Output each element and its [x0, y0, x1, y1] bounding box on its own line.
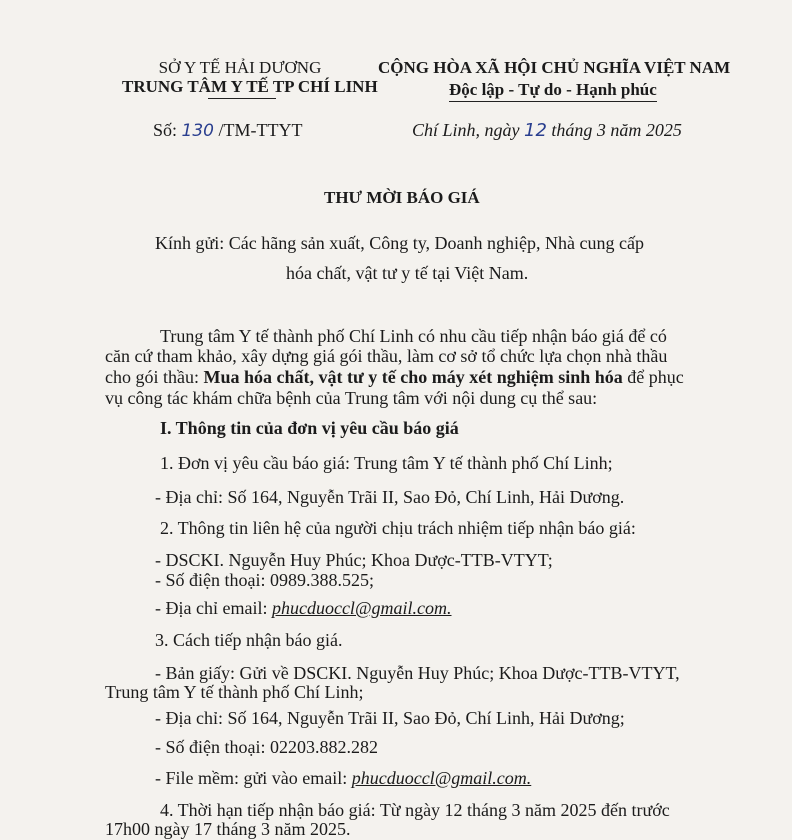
intro-line-3 [105, 366, 684, 388]
intro-line-1: Trung tâm Y tế thành phố Chí Linh có nhu cầu tiếp nhận báo giá để có [160, 326, 667, 346]
recipient-line-2: hóa chất, vật tư y tế tại Việt Nam. [286, 263, 529, 283]
intro-line-3-prefix: cho gói thầu: [105, 367, 204, 387]
paper-line-1: - Bản giấy: Gửi về DSCKI. Nguyễn Huy Phúc; Khoa Dược-TTB-VTYT, [155, 663, 680, 683]
left-header-underline [208, 98, 276, 99]
phone-2: - Số điện thoại: 02203.882.282 [155, 737, 378, 757]
number-suffix: /TM-TTYT [218, 120, 303, 140]
package-name: Mua hóa chất, vật tư y tế cho máy xét nghiệm sinh hóa [203, 367, 623, 387]
recipient-line-1: Kính gửi: Các hãng sản xuất, Công ty, Doanh nghiệp, Nhà cung cấp [155, 233, 644, 253]
number-prefix: Số: [153, 120, 178, 140]
date-prefix: Chí Linh, ngày [412, 120, 520, 140]
center-name: TRUNG TÂM Y TẾ TP CHÍ LINH [122, 77, 378, 96]
address-1: - Địa chỉ: Số 164, Nguyễn Trãi II, Sao Đỏ, Chí Linh, Hải Dương. [155, 487, 625, 507]
handwritten-number: 130 [181, 121, 214, 141]
document-number [153, 120, 302, 141]
department-name: SỞ Y TẾ HẢI DƯƠNG [158, 58, 322, 77]
republic-name: CỘNG HÒA XÃ HỘI CHỦ NGHĨA VIỆT NAM [378, 58, 731, 77]
email-link-1[interactable]: phucduoccl@gmail.com. [271, 598, 452, 618]
item-2: 2. Thông tin liên hệ của người chịu trách nhiệm tiếp nhận báo giá: [160, 518, 636, 538]
document-date [412, 120, 682, 141]
contact-person: - DSCKI. Nguyễn Huy Phúc; Khoa Dược-TTB-VTYT; [155, 550, 553, 570]
date-suffix: tháng 3 năm 2025 [551, 120, 682, 140]
email-link-2[interactable]: phucduoccl@gmail.com. [351, 768, 532, 788]
email-prefix: - Địa chỉ email: [155, 598, 272, 618]
section-heading: I. Thông tin của đơn vị yêu cầu báo giá [160, 418, 459, 438]
file-prefix: - File mềm: gửi vào email: [155, 768, 352, 788]
address-2: - Địa chỉ: Số 164, Nguyễn Trãi II, Sao Đỏ, Chí Linh, Hải Dương; [155, 708, 625, 728]
motto: Độc lập - Tự do - Hạnh phúc [449, 80, 657, 102]
intro-line-2: căn cứ tham khảo, xây dựng giá gói thầu, làm cơ sở tổ chức lựa chọn nhà thầu [105, 346, 668, 366]
file-line [155, 768, 531, 789]
item-4-continuation: 17h00 ngày 17 tháng 3 năm 2025. [105, 819, 351, 839]
item-3: 3. Cách tiếp nhận báo giá. [155, 630, 343, 650]
handwritten-day: 12 [524, 120, 547, 141]
paper-line-2: Trung tâm Y tế thành phố Chí Linh; [105, 682, 364, 702]
item-1: 1. Đơn vị yêu cầu báo giá: Trung tâm Y tế thành phố Chí Linh; [160, 453, 613, 473]
document-title: THƯ MỜI BÁO GIÁ [324, 188, 480, 207]
phone-1: - Số điện thoại: 0989.388.525; [155, 570, 374, 590]
intro-line-4: vụ công tác khám chữa bệnh của Trung tâm với nội dung cụ thể sau: [105, 388, 598, 408]
intro-line-3-suffix: để phục [622, 367, 684, 387]
email-line-1 [155, 598, 452, 619]
item-4: 4. Thời hạn tiếp nhận báo giá: Từ ngày 12 tháng 3 năm 2025 đến trước [160, 800, 670, 820]
